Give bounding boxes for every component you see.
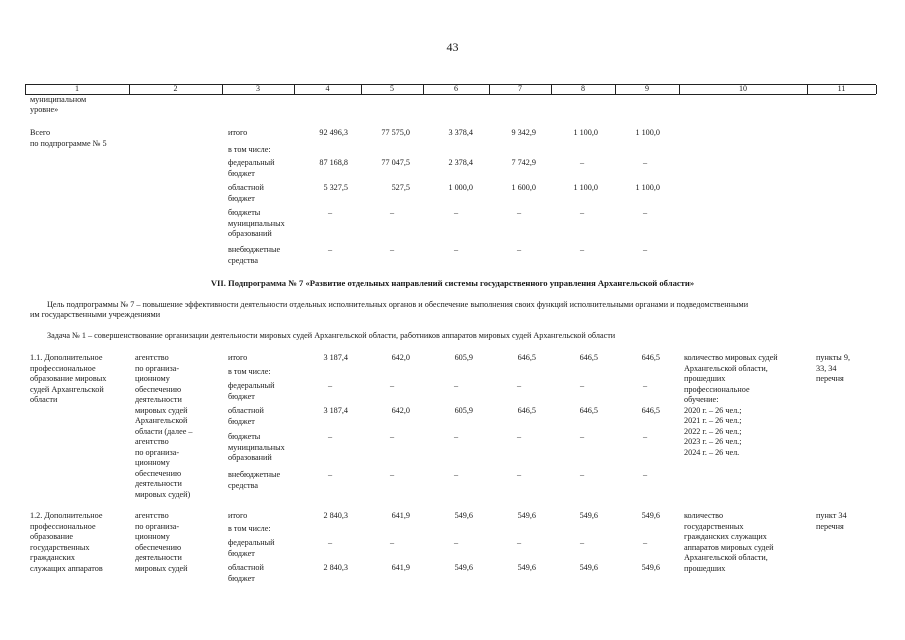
row2-indicator-line: аппаратов мировых судей [684,542,774,552]
row2-fed-value-dash: – [579,538,585,547]
row1-reg-value: 646,5 [579,406,598,415]
row1-indicator-line: 2024 г. – 26 чел. [684,447,740,457]
row2-itogo-value: 549,6 [641,511,660,520]
header-separator [361,85,362,94]
row1-ext-value-dash: – [642,470,648,479]
source-incl: в том числе: [228,145,271,154]
row2-reg-value: 549,6 [641,563,660,572]
source-regional: областной [228,406,264,415]
row1-mun-value-dash: – [642,432,648,441]
source-municipal: муниципальных [228,218,285,228]
row2-fed-value-dash: – [389,538,395,547]
header-col-11: 11 [837,84,846,93]
section-title: VII. Подпрограмма № 7 «Развитие отдельных направлений системы государственного управления Архангельской области» [210,278,695,288]
source-federal: федеральный [228,381,275,390]
source-itogo: итого [228,353,248,362]
row2-name-line: служащих аппаратов [30,563,103,573]
source-municipal: образований [228,453,272,462]
header-separator [222,85,223,94]
row1-executor-line: обеспечению [135,384,182,394]
row1-executor-line: деятельности [135,479,182,488]
row2-itogo-value: 549,6 [454,511,473,520]
header-col-8: 8 [581,84,585,93]
row2-name-line: профессиональное [30,521,96,531]
row1-name-line: образование мировых [30,374,107,383]
row2-itogo-value: 2 840,3 [323,511,348,520]
row1-indicator-line: прошедших [684,374,726,383]
row1-fed-value-dash: – [327,381,333,390]
total-mun-value-dash: – [327,208,333,217]
row1-points-line: пункты 9, [816,353,850,362]
row2-reg-value: 2 840,3 [323,563,348,572]
row1-executor-line: по организа- [135,363,180,373]
source-regional: областной [228,563,264,572]
header-col-6: 6 [454,84,458,93]
row1-mun-value-dash: – [516,432,522,441]
total-itogo-value: 1 100,0 [573,128,598,137]
row2-name-line: государственных [30,542,90,552]
row1-itogo-value: 646,5 [641,353,660,362]
row1-itogo-value: 605,9 [454,353,473,362]
row1-indicator-line: 2021 г. – 26 чел.; [684,416,742,425]
header-col-4: 4 [325,84,330,93]
total-reg-value: 527,5 [391,183,410,192]
row2-itogo-value: 641,9 [391,511,410,520]
source-federal: федеральный [228,158,275,167]
total-ext-value-dash: – [453,245,459,254]
row1-fed-value-dash: – [516,381,522,390]
total-itogo-value: 77 575,0 [381,128,410,137]
source-extrabudget: средства [228,255,259,265]
source-itogo: итого [228,128,248,137]
total-itogo-value: 3 378,4 [448,128,473,137]
total-ext-value-dash: – [389,245,395,254]
row2-fed-value-dash: – [327,538,333,547]
total-fed-value: 7 742,9 [511,158,536,167]
row1-executor-line: ционному [135,374,170,383]
row2-reg-value: 549,6 [579,563,598,572]
header-separator [807,85,808,94]
source-federal: бюджет [228,168,255,178]
total-ext-value-dash: – [579,245,585,254]
total-itogo-value: 92 496,3 [319,128,348,137]
source-itogo: итого [228,511,248,520]
source-extrabudget: внебюджетные [228,245,281,254]
total-reg-value: 1 100,0 [635,183,660,192]
row1-executor-line: агентство [135,353,169,362]
row1-indicator-line: количество мировых судей [684,353,778,362]
continued-text-1: муниципальном [30,95,87,104]
row1-executor-line: ционному [135,458,170,467]
row2-indicator-line: государственных [684,521,744,531]
row1-reg-value: 646,5 [641,406,660,415]
total-reg-value: 1 100,0 [573,183,598,192]
row1-reg-value: 646,5 [517,406,536,415]
row1-executor-line: по организа- [135,447,180,457]
row1-points-line: 33, 34 [816,363,837,373]
row2-fed-value-dash: – [453,538,459,547]
row2-name-line: гражданских [30,553,76,562]
total-mun-value-dash: – [642,208,648,217]
row2-executor-line: мировых судей [135,563,188,573]
goal-line-1: Цель подпрограммы № 7 – повышение эффективности деятельности отдельных исполнительных органов и обеспечение выполнения своих функций исполнительными органами и подведомственными [47,300,749,309]
total-ext-value-dash: – [327,245,333,254]
row2-points-line: пункт 34 [816,511,847,520]
source-regional: бюджет [228,416,255,426]
total-fed-value: 77 047,5 [381,158,410,167]
row1-indicator-line: 2022 г. – 26 чел.; [684,426,742,436]
source-extrabudget: внебюджетные [228,470,281,479]
total-fed-value-dash: – [579,158,585,167]
header-col-5: 5 [390,84,394,93]
row1-mun-value-dash: – [389,432,395,441]
total-reg-value: 5 327,5 [323,183,348,192]
header-col-2: 2 [173,84,178,93]
row1-fed-value-dash: – [642,381,648,390]
row1-reg-value: 3 187,4 [323,406,348,415]
header-separator [25,85,26,94]
source-federal: бюджет [228,391,255,401]
source-municipal: муниципальных [228,442,285,452]
row2-points-line: перечня [816,521,844,531]
total-itogo-value: 1 100,0 [635,128,660,137]
header-separator [551,85,552,94]
row1-indicator-line: 2023 г. – 26 чел.; [684,437,742,446]
row2-reg-value: 641,9 [391,563,410,572]
header-col-1: 1 [75,84,79,93]
row2-executor-line: обеспечению [135,542,182,552]
source-extrabudget: средства [228,480,259,490]
header-col-7: 7 [518,84,522,93]
row1-mun-value-dash: – [579,432,585,441]
row1-ext-value-dash: – [327,470,333,479]
total-ext-value-dash: – [516,245,522,254]
total-fed-value: 87 168,8 [319,158,348,167]
header-col-10: 10 [739,84,747,93]
header-col-3: 3 [256,84,260,93]
row1-ext-value-dash: – [389,470,395,479]
total-fed-value: 2 378,4 [448,158,473,167]
row1-indicator-line: Архангельской области, [684,363,768,373]
total-fed-value-dash: – [642,158,648,167]
continued-text-2: уровне» [30,105,59,114]
row2-executor-line: агентство [135,511,169,520]
row2-indicator-line: прошедших [684,563,726,573]
row1-reg-value: 642,0 [391,406,410,415]
row1-executor-line: деятельности [135,395,182,404]
row1-ext-value-dash: – [516,470,522,479]
row1-itogo-value: 3 187,4 [323,353,348,362]
row2-executor-line: ционному [135,532,170,541]
row1-fed-value-dash: – [389,381,395,390]
total-itogo-value: 9 342,9 [511,128,536,137]
header-separator [489,85,490,94]
total-ext-value-dash: – [642,245,648,254]
row1-name-line: 1.1. Дополнительное [30,353,103,362]
row2-name-line: 1.2. Дополнительное [30,511,103,520]
row1-fed-value-dash: – [579,381,585,390]
header-separator [679,85,680,94]
header-separator [129,85,130,94]
row1-itogo-value: 646,5 [579,353,598,362]
header-separator [294,85,295,94]
row2-fed-value-dash: – [516,538,522,547]
row2-executor-line: деятельности [135,553,182,562]
source-municipal: бюджеты [228,432,261,441]
total-mun-value-dash: – [516,208,522,217]
header-separator [876,85,877,94]
row1-executor-line: агентство [135,437,169,446]
row1-ext-value-dash: – [453,470,459,479]
row2-fed-value-dash: – [642,538,648,547]
header-separator [615,85,616,94]
source-regional: бюджет [228,193,255,203]
source-regional: бюджет [228,573,255,583]
row1-mun-value-dash: – [453,432,459,441]
goal-line-2: им государственными учреждениями [30,310,161,319]
row1-mun-value-dash: – [327,432,333,441]
total-mun-value-dash: – [453,208,459,217]
source-federal: федеральный [228,538,275,547]
source-municipal: бюджеты [228,208,261,217]
source-incl: в том числе: [228,524,271,533]
row2-indicator-line: гражданских служащих [684,532,767,541]
row2-reg-value: 549,6 [454,563,473,572]
row1-executor-line: мировых судей [135,405,188,415]
source-regional: областной [228,183,264,192]
total-mun-value-dash: – [579,208,585,217]
row1-itogo-value: 646,5 [517,353,536,362]
row2-indicator-line: Архангельской области, [684,553,768,562]
row1-executor-line: мировых судей) [135,489,191,499]
header-col-9: 9 [645,84,649,93]
row1-indicator-line: 2020 г. – 26 чел.; [684,405,742,415]
row1-reg-value: 605,9 [454,406,473,415]
row1-fed-value-dash: – [453,381,459,390]
total-label-1: Всего [30,128,51,137]
row2-reg-value: 549,6 [517,563,536,572]
row1-ext-value-dash: – [579,470,585,479]
row2-itogo-value: 549,6 [579,511,598,520]
source-municipal: образований [228,229,272,238]
row2-executor-line: по организа- [135,521,180,531]
header-bottom-rule [25,94,876,95]
row1-name-line: области [30,395,58,404]
row1-name-line: судей Архангельской [30,384,104,394]
total-mun-value-dash: – [389,208,395,217]
row1-itogo-value: 642,0 [391,353,410,362]
row1-points-line: перечня [816,374,844,383]
row1-indicator-line: профессиональное [684,384,750,394]
page-number: 43 [446,40,459,54]
source-incl: в том числе: [228,367,271,376]
total-reg-value: 1 600,0 [511,183,536,192]
total-label-2: по подпрограмме № 5 [30,139,107,148]
row1-executor-line: Архангельской [135,416,188,425]
total-reg-value: 1 000,0 [448,183,473,192]
row2-name-line: образование [30,532,74,541]
row1-executor-line: области (далее – [135,426,193,436]
row1-name-line: профессиональное [30,363,96,373]
row1-indicator-line: обучение: [684,395,719,404]
row2-itogo-value: 549,6 [517,511,536,520]
row1-executor-line: обеспечению [135,468,182,478]
source-federal: бюджет [228,548,255,558]
task-text: Задача № 1 – совершенствование организации деятельности мировых судей Архангельской области, работников аппаратов мировых судей Архангельской области [47,331,616,340]
row2-indicator-line: количество [684,511,724,520]
header-separator [423,85,424,94]
